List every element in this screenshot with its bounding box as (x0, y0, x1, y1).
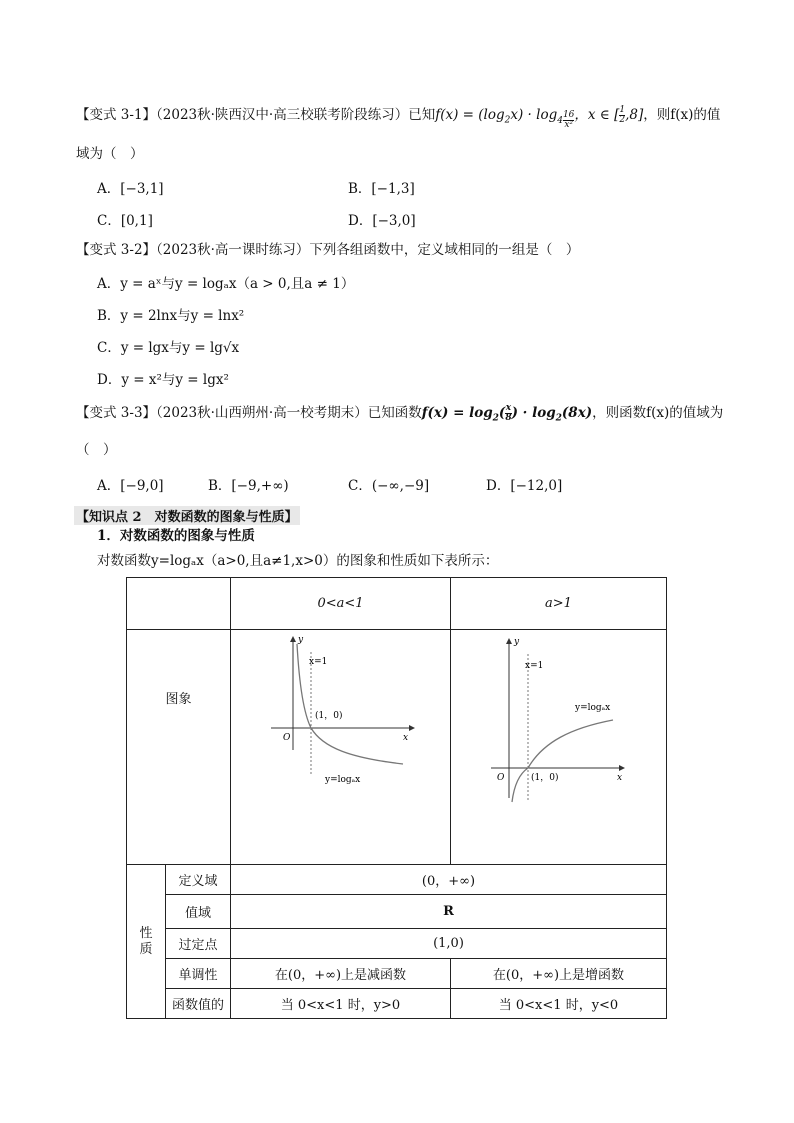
row-fixed-point (127, 929, 667, 959)
row-value-monotonicity-inc: 在(0，+∞)上是增函数 (450, 959, 666, 989)
q32-stem (76, 241, 579, 259)
q33-tag: 【变式 3-3】 (76, 405, 157, 421)
q32-text: （2023秋·高一课时练习）下列各组函数中，定义域相同的一组是（ ） (156, 242, 580, 258)
row-values (127, 989, 667, 1019)
log-properties-table (126, 577, 667, 1019)
row-label-values: 函数值的 (166, 989, 231, 1019)
graph-increasing (451, 630, 666, 860)
q33-expr: $f(x) = \log_2$( $\frac{x}{8}$ ) · $\log_2(8x)$ (421, 403, 593, 424)
q31-stem (76, 106, 720, 130)
graph-label: 图象 (127, 630, 231, 865)
row-label-monotonicity: 单调性 (166, 959, 231, 989)
x-axis-arrow-icon (409, 725, 415, 731)
curve-label: y=logₐx (324, 775, 361, 785)
y-axis-arrow-icon (506, 638, 512, 644)
q32-tag: 【变式 3-2】 (76, 242, 157, 258)
q31-option-c[interactable]: C．[0,1] (97, 213, 153, 229)
row-value-domain: (0，+∞) (230, 865, 666, 895)
x-axis-label: x (616, 773, 623, 783)
origin-label: O (282, 733, 291, 743)
row-value-fixed-point: (1,0) (230, 929, 666, 959)
origin-label: O (496, 773, 505, 783)
graph-cell-decreasing (230, 630, 450, 865)
q33-source: （2023秋·山西朔州·高一校考期末）已知函数 (156, 405, 422, 421)
q32-option-a[interactable]: A．y = aˣ与y = logₐx（a > 0,且a ≠ 1） (97, 276, 355, 292)
row-label-fixed-point: 过定点 (166, 929, 231, 959)
row-domain (127, 865, 667, 895)
x-axis-arrow-icon (619, 765, 625, 771)
q33-option-a[interactable]: A．[−9,0] (97, 478, 164, 494)
row-label-range: 值域 (166, 895, 231, 929)
x-eq-1-label: x=1 (308, 657, 328, 667)
q32-option-b[interactable]: B．y = 2lnx与y = lnx² (97, 308, 245, 324)
graph-row (127, 630, 667, 865)
q31-tag: 【变式 3-1】 (76, 107, 157, 123)
y-axis-arrow-icon (290, 636, 296, 642)
knowledge-subtitle: 1．对数函数的图象与性质 (97, 528, 255, 544)
prop-label: 性质 (127, 865, 166, 1019)
q31-ask: ，则f(x)的值 (643, 107, 721, 123)
x-eq-1-label: x=1 (524, 661, 544, 671)
q31-expr: $f(x) = (\log_2x) \cdot \log_{4 \frac{16}{\text{x²}}}$ (435, 107, 575, 130)
fixed-point-label: (1，0) (314, 711, 343, 721)
curve-label: y=logₐx (574, 703, 611, 713)
q31-option-a[interactable]: A．[−3,1] (97, 181, 164, 197)
table-header-row (127, 578, 667, 630)
q33-option-b[interactable]: B．[−9,+∞) (208, 478, 289, 494)
q33-stem (76, 404, 723, 428)
row-value-range: R (230, 895, 666, 929)
row-value-values-inc: 当 0<x<1 时，y<0 (450, 989, 666, 1019)
fixed-point-label: (1，0) (530, 773, 559, 783)
q31-option-d[interactable]: D．[−3,0] (348, 213, 416, 229)
q33-stem-cont: （ ） (76, 442, 117, 458)
graph-decreasing (231, 630, 450, 860)
q31-source: （2023秋·陕西汉中·高三校联考阶段练习）已知 (156, 107, 436, 123)
q31-stem-cont: 域为（ ） (76, 146, 144, 162)
q32-option-c[interactable]: C．y = lgx与y = lg√x (97, 340, 240, 356)
q31-domain: ，x ∈ [ $\frac{1}{2}$ ,8] (574, 105, 644, 125)
header-0-a-1: 0<a<1 (230, 578, 450, 630)
q32-option-d[interactable]: D．y = x²与y = lgx² (97, 372, 229, 388)
increasing-log-curve (512, 720, 613, 802)
y-axis-label: y (297, 635, 304, 645)
q33-option-d[interactable]: D．[−12,0] (486, 478, 563, 494)
row-value-values-dec: 当 0<x<1 时，y>0 (230, 989, 450, 1019)
knowledge-title: 【知识点 2 对数函数的图象与性质】 (74, 506, 300, 525)
knowledge-intro: 对数函数y=logₐx（a>0,且a≠1,x>0）的图象和性质如下表所示： (97, 553, 499, 569)
header-a-gt-1: a>1 (450, 578, 666, 630)
q33-ask: ，则函数f(x)的值域为 (592, 405, 724, 421)
graph-cell-increasing (450, 630, 666, 865)
q31-option-b[interactable]: B．[−1,3] (348, 181, 415, 197)
x-axis-label: x (402, 733, 409, 743)
row-value-monotonicity-dec: 在(0，+∞)上是减函数 (230, 959, 450, 989)
row-monotonicity (127, 959, 667, 989)
row-label-domain: 定义域 (166, 865, 231, 895)
table-corner-cell (127, 578, 231, 630)
row-range (127, 895, 667, 929)
q33-option-c[interactable]: C．(−∞,−9] (348, 478, 430, 494)
y-axis-label: y (513, 637, 520, 647)
